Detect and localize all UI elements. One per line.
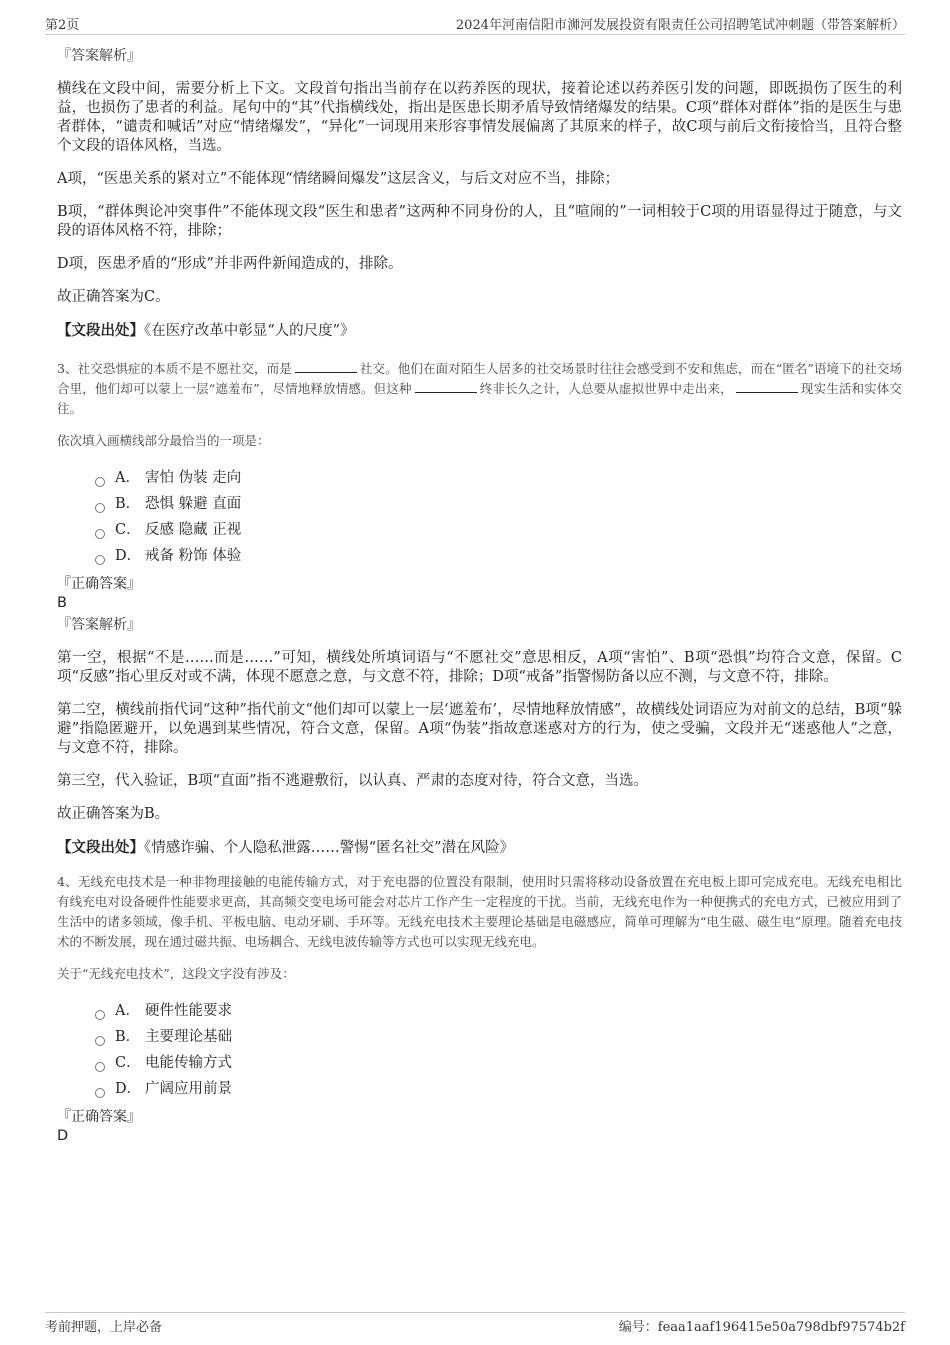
option-text: 主要理论基础 xyxy=(145,1029,232,1045)
source-label: 【文段出处】 xyxy=(57,322,144,339)
passage-source xyxy=(57,321,902,341)
correct-answer-value: B xyxy=(57,595,67,611)
option-d[interactable] xyxy=(95,1076,902,1102)
document-title: 2024年河南信阳市浉河发展投资有限责任公司招聘笔试冲刺题（带答案解析） xyxy=(455,18,905,33)
option-letter: D． xyxy=(115,1081,142,1097)
passage-source xyxy=(57,838,902,858)
analysis-conclusion: 故正确答案为B。 xyxy=(57,806,170,822)
radio-icon[interactable] xyxy=(95,477,105,487)
page-content xyxy=(57,46,902,1148)
q3-text-part: 社交。他们在面对陌生人居多的社交场景时往往会感受到不安和焦虑，而在“匿名”语境下的社交场合里，他们却可以蒙上一层“遮羞布”，尽情地释放情感。但这种 xyxy=(57,361,902,396)
option-d[interactable] xyxy=(95,543,902,569)
question-3-text xyxy=(57,359,902,419)
radio-icon[interactable] xyxy=(95,1036,105,1046)
analysis-paragraph: B项，“群体舆论冲突事件”不能体现文段“医生和患者”这两种不同身份的人，且“喧闹的”一词相较于C项的用语显得过于随意，与文段的语体风格不符，排除； xyxy=(57,204,902,239)
analysis-paragraph: 第二空，横线前指代词“这种”指代前文“他们却可以蒙上一层‘遮羞布’，尽情地释放情感”，故横线处词语应为对前文的总结，B项“躲避”指隐匿避开，以免遇到某些情况，符合文意，保留。A项“伪装”指故意迷惑对方的行为，使之受骗，文段并无“迷惑他人”之意，与文意不符，排除。 xyxy=(57,702,902,756)
option-text: 恐惧 躲避 直面 xyxy=(145,496,242,512)
option-letter: B． xyxy=(115,1029,141,1045)
radio-icon[interactable] xyxy=(95,1088,105,1098)
page-header xyxy=(45,14,905,35)
fill-blank xyxy=(736,380,798,393)
option-c[interactable] xyxy=(95,517,902,543)
option-letter: C． xyxy=(115,522,141,538)
document-code: 编号：feaa1aaf196415e50a798dbf97574b2f xyxy=(618,1320,905,1335)
question-4-options xyxy=(95,998,902,1102)
correct-answer-label: 『正确答案』 xyxy=(57,576,141,592)
option-b[interactable] xyxy=(95,491,902,517)
analysis-paragraph: A项，“医患关系的紧对立”不能体现“情绪瞬间爆发”这层含义，与后文对应不当，排除； xyxy=(57,171,620,187)
option-text: 反感 隐藏 正视 xyxy=(145,522,242,538)
q3-text-part: 3、社交恐惧症的本质不是不愿社交，而是 xyxy=(57,361,292,376)
analysis-paragraph: 第三空，代入验证，B项“直面”指不逃避敷衍，以认真、严肃的态度对待，符合文意，当选。 xyxy=(57,773,648,789)
q3-text-part: 现实生活和实体交往。 xyxy=(57,381,902,416)
question-3-prompt: 依次填入画横线部分最恰当的一项是： xyxy=(57,433,270,448)
fill-blank xyxy=(415,380,477,393)
radio-icon[interactable] xyxy=(95,529,105,539)
option-letter: D． xyxy=(115,548,142,564)
option-text: 戒备 粉饰 体验 xyxy=(145,548,242,564)
analysis-paragraph: 第一空，根据“不是……而是……”可知，横线处所填词语与“不愿社交”意思相反，A项“害怕”、B项“恐惧”均符合文意，保留。C项“反感”指心里反对或不满，体现不愿意之意，与文意不符，排除；D项“戒备”指警惕防备以应不测，与文意不符，排除。 xyxy=(57,650,902,685)
option-a[interactable] xyxy=(95,465,902,491)
source-title: 《情感诈骗、个人隐私泄露……警惕“匿名社交”潜在风险》 xyxy=(144,840,515,856)
option-text: 广阔应用前景 xyxy=(145,1081,232,1097)
analysis-conclusion: 故正确答案为C。 xyxy=(57,289,170,305)
footer-slogan: 考前押题，上岸必备 xyxy=(45,1320,163,1335)
option-text: 害怕 伪装 走向 xyxy=(145,470,242,486)
option-letter: A． xyxy=(115,470,140,486)
option-c[interactable] xyxy=(95,1050,902,1076)
option-b[interactable] xyxy=(95,1024,902,1050)
answer-analysis-label: 『答案解析』 xyxy=(57,48,141,64)
analysis-paragraph: D项，医患矛盾的“形成”并非两件新闻造成的，排除。 xyxy=(57,256,403,272)
radio-icon[interactable] xyxy=(95,1010,105,1020)
question-4-prompt: 关于“无线充电技术”，这段文字没有涉及： xyxy=(57,966,295,981)
fill-blank xyxy=(295,360,357,373)
analysis-paragraph: 横线在文段中间，需要分析上下文。文段首句指出当前存在以药养医的现状，接着论述以药养医引发的问题，即既损伤了医生的利益，也损伤了患者的利益。尾句中的“其”代指横线处，指出是医患长期矛盾导致情绪爆发的结果。C项“群体对群体”指的是医生与患者群体，“谴责和喊话”对应“情绪爆发”，“异化”一词现用来形容事情发展偏离了其原来的样子，故C项与前后文衔接恰当，且符合整个文段的语体风格，当选。 xyxy=(57,81,902,154)
source-label: 【文段出处】 xyxy=(57,839,144,856)
question-3-options xyxy=(95,465,902,569)
correct-answer-label: 『正确答案』 xyxy=(57,1109,141,1125)
option-text: 硬件性能要求 xyxy=(145,1003,232,1019)
option-letter: A． xyxy=(115,1003,140,1019)
page-footer xyxy=(45,1312,905,1338)
radio-icon[interactable] xyxy=(95,503,105,513)
option-letter: C． xyxy=(115,1055,141,1071)
correct-answer-value: D xyxy=(57,1128,69,1144)
radio-icon[interactable] xyxy=(95,555,105,565)
q3-text-part: 终非长久之计，人总要从虚拟世界中走出来， xyxy=(479,381,733,396)
answer-analysis-label: 『答案解析』 xyxy=(57,617,141,633)
page-number: 第2页 xyxy=(45,18,80,33)
radio-icon[interactable] xyxy=(95,1062,105,1072)
option-a[interactable] xyxy=(95,998,902,1024)
question-4-text: 4、无线充电技术是一种非物理接触的电能传输方式，对于充电器的位置没有限制，使用时只需将移动设备放置在充电板上即可完成充电。无线充电相比有线充电对设备硬件性能要求更高，其高频交变电场可能会对芯片工作产生一定程度的干扰。当前，无线充电作为一种便携式的充电方式，已被应用到了生活中的诸多领域，像手机、平板电脑、电动牙刷、手环等。无线充电技术主要理论基础是电磁感应，简单可理解为“电生磁、磁生电”原理。随着充电技术的不断发展，现在通过磁共振、电场耦合、无线电波传输等方式也可以实现无线充电。 xyxy=(57,874,902,949)
option-letter: B． xyxy=(115,496,141,512)
option-text: 电能传输方式 xyxy=(145,1055,232,1071)
source-title: 《在医疗改革中彰显“人的尺度”》 xyxy=(144,323,355,339)
